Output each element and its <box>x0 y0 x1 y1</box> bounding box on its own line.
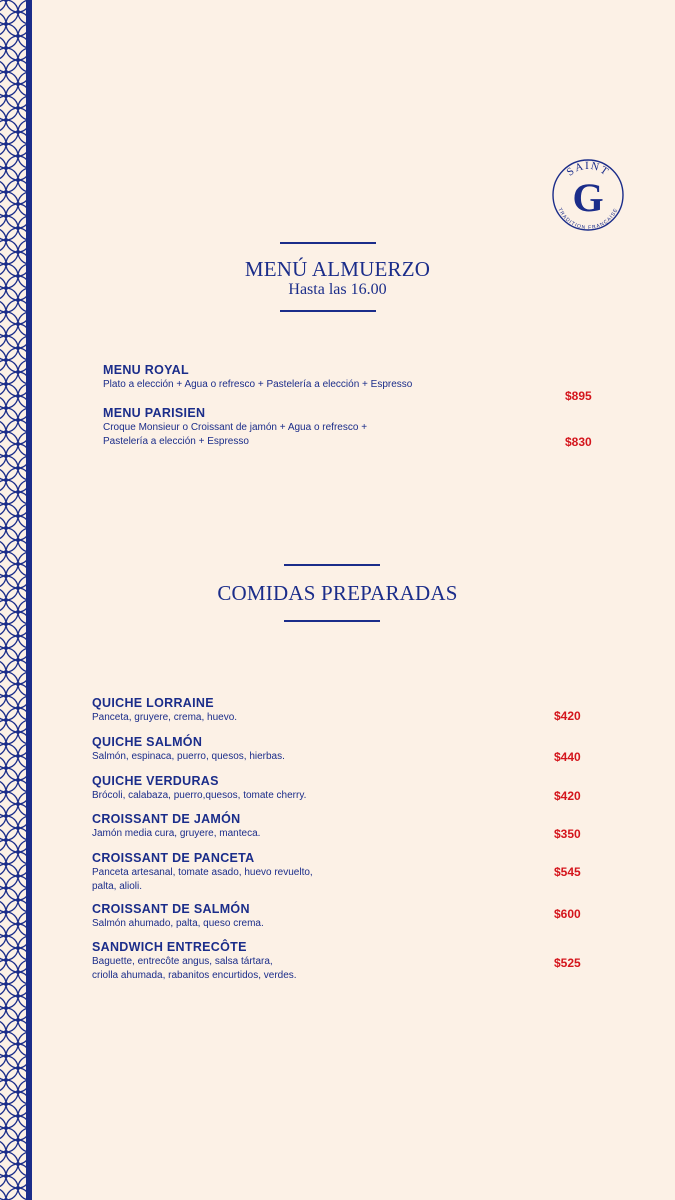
menu-item <box>92 940 297 983</box>
lunch-section-title: MENÚ ALMUERZO <box>244 257 431 281</box>
logo-letter: G <box>572 175 604 220</box>
item-description: Brócoli, calabaza, puerro,quesos, tomate cherry. <box>92 790 307 801</box>
item-description: Panceta artesanal, tomate asado, huevo revuelto, palta, alioli. <box>92 867 313 892</box>
lunch-rule-bottom <box>280 310 376 312</box>
item-price: $525 <box>554 956 581 970</box>
item-description: Jamón media cura, gruyere, manteca. <box>92 828 261 839</box>
menu-item <box>92 812 260 841</box>
prepared-rule-bottom <box>284 620 380 622</box>
item-name: SANDWICH ENTRECÔTE <box>92 940 247 954</box>
item-price: $895 <box>565 389 592 403</box>
menu-item <box>103 363 412 392</box>
item-description: Baguette, entrecôte angus, salsa tártara, criolla ahumada, rabanitos encurtidos, verdes. <box>92 956 297 981</box>
item-price: $350 <box>554 827 581 841</box>
item-name: QUICHE SALMÓN <box>92 735 203 749</box>
logo-text-bottom: TRADITION FRANÇAISE <box>556 207 620 232</box>
item-price: $420 <box>554 789 581 803</box>
item-price: $600 <box>554 907 581 921</box>
menu-item <box>92 902 264 931</box>
prepared-rule-top <box>284 564 380 566</box>
item-description: Plato a elección + Agua o refresco + Pastelería a elección + Espresso <box>103 379 413 390</box>
item-price: $545 <box>554 865 581 879</box>
item-name: QUICHE LORRAINE <box>92 696 214 710</box>
item-name: CROISSANT DE SALMÓN <box>92 902 250 916</box>
menu-item <box>92 735 285 764</box>
menu-item <box>92 774 306 803</box>
item-description: Salmón ahumado, palta, queso crema. <box>92 918 264 929</box>
item-name: CROISSANT DE PANCETA <box>92 851 255 865</box>
item-price: $420 <box>554 709 581 723</box>
item-description: Salmón, espinaca, puerro, quesos, hierbas. <box>92 751 285 762</box>
item-name: QUICHE VERDURAS <box>92 774 219 788</box>
saint-g-logo <box>548 155 628 235</box>
menu-item <box>103 406 367 449</box>
item-price: $440 <box>554 750 581 764</box>
item-description: Croque Monsieur o Croissant de jamón + Agua o refresco + Pastelería a elección + Espresso <box>103 422 368 447</box>
item-name: MENU PARISIEN <box>103 406 206 420</box>
prepared-section-title: COMIDAS PREPARADAS <box>217 581 458 605</box>
logo-text-top: SAINT <box>564 159 612 179</box>
item-price: $830 <box>565 435 592 449</box>
lunch-section-subtitle: Hasta las 16.00 <box>288 281 387 298</box>
lunch-rule-top <box>280 242 376 244</box>
item-name: MENU ROYAL <box>103 363 189 377</box>
item-name: CROISSANT DE JAMÓN <box>92 812 241 826</box>
menu-item <box>92 696 237 725</box>
menu-item <box>92 851 313 894</box>
item-description: Panceta, gruyere, crema, huevo. <box>92 712 238 723</box>
